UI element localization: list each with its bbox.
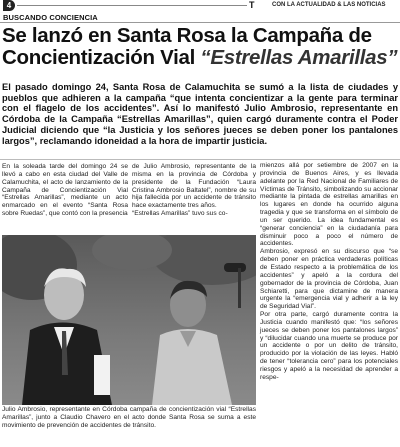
photo-caption: Julio Ambrosio, representante en Córdoba campaña de concientización vial “Estrellas Amarillas”, junto a Claudio Chavero en el acto donde Santa Rosa se suma a este movimiento de prevención de accidentes de tránsito. bbox=[2, 406, 256, 429]
headline-main: Se lanzó en Santa Rosa la Campaña de Concientización Vial bbox=[2, 24, 372, 69]
section-rule bbox=[0, 22, 400, 23]
article-lead: El pasado domingo 24, Santa Rosa de Calamuchita se sumó a la lista de ciudades y pueblos que adhieren a la campaña “que intenta concientizar a la gente para terminar con el flagelo de los accidentes”. Así lo manifestó Julio Ambrosio, representante en Córdoba de la Campaña “Estrellas Amarillas”, quien cargó duramente contra el Poder Judicial diciendo que “la Justicia y los señores jueces se deben poner los pantalones largos”, reclamando idoneidad a la hora de impartir justicia. bbox=[2, 82, 398, 146]
masthead-tagline: CON LA ACTUALIDAD & LAS NOTICIAS bbox=[272, 2, 386, 8]
body-column-2: de Julio Ambrosio, representante de la misma en la provincia de Córdoba y presidente de la Fundación “Laura Cristina Ambrosio Baltatel”, nombre de su hija fallecida por un accidente de tránsito hace exactamente tres años. “Estrellas Amarillas” tuvo sus co- bbox=[132, 163, 256, 218]
photo-illustration bbox=[2, 235, 256, 405]
body-column-3: mienzos allá por setiembre de 2007 en la provincia de Buenos Aires, y es llevada adelante por la Red Nacional de Familiares de Víctimas de Tránsito, simbolizando su accionar mediante la pintada de estrellas amarillas en los lugares en donde ha ocurrido alguna tragedia y que se transforma en el símbolo de un ser querido. La idea fundamental es “generar conciencia” en la ciudadanía para disminuir poco a poco el número de accidentes. Ambrosio, expresó en su discurso que “se deben poner en práctica verdaderas políticas de Estado respecto a la problemática de los accidentes” y apeló a la cordura del gobernador de la provincia de Córdoba, Juan Schiaretti, para que dictamine de manera urgente la “emergencia vial y adherir a la ley de Seguridad Vial”. Por otra parte, cargó duramente contra la Justicia cuando manifestó que: “los señores jueces se deben poner los pantalones largos” y “dilucidar cuando una muerte se produce por un accidente o por un delito de tránsito, producido por la violación de las leyes. Habló de tener “tolerancia cero” para los potenciales riesgos y apeló a la necesidad de aprender a respe- bbox=[260, 162, 398, 381]
page-number: 4 bbox=[3, 0, 15, 11]
article-photo bbox=[2, 235, 256, 405]
article-headline bbox=[2, 25, 398, 69]
newspaper-logo: T bbox=[249, 0, 254, 10]
page-top-bar bbox=[0, 0, 400, 12]
top-rule bbox=[17, 5, 247, 6]
section-title: BUSCANDO CONCIENCIA bbox=[3, 13, 98, 22]
body-column-1: En la soleada tarde del domingo 24 se llevó a cabo en esta ciudad del Valle de Calamuchita, el acto de lanzamiento de la Campaña de Concientización Vial “Estrellas Amarillas”, mediante un acto enmarcado en el evento “Santa Rosa sobre Ruedas”, que contó con la presencia bbox=[2, 163, 128, 218]
headline-quote: “Estrellas Amarillas” bbox=[200, 46, 398, 69]
lead-divider bbox=[0, 159, 400, 160]
